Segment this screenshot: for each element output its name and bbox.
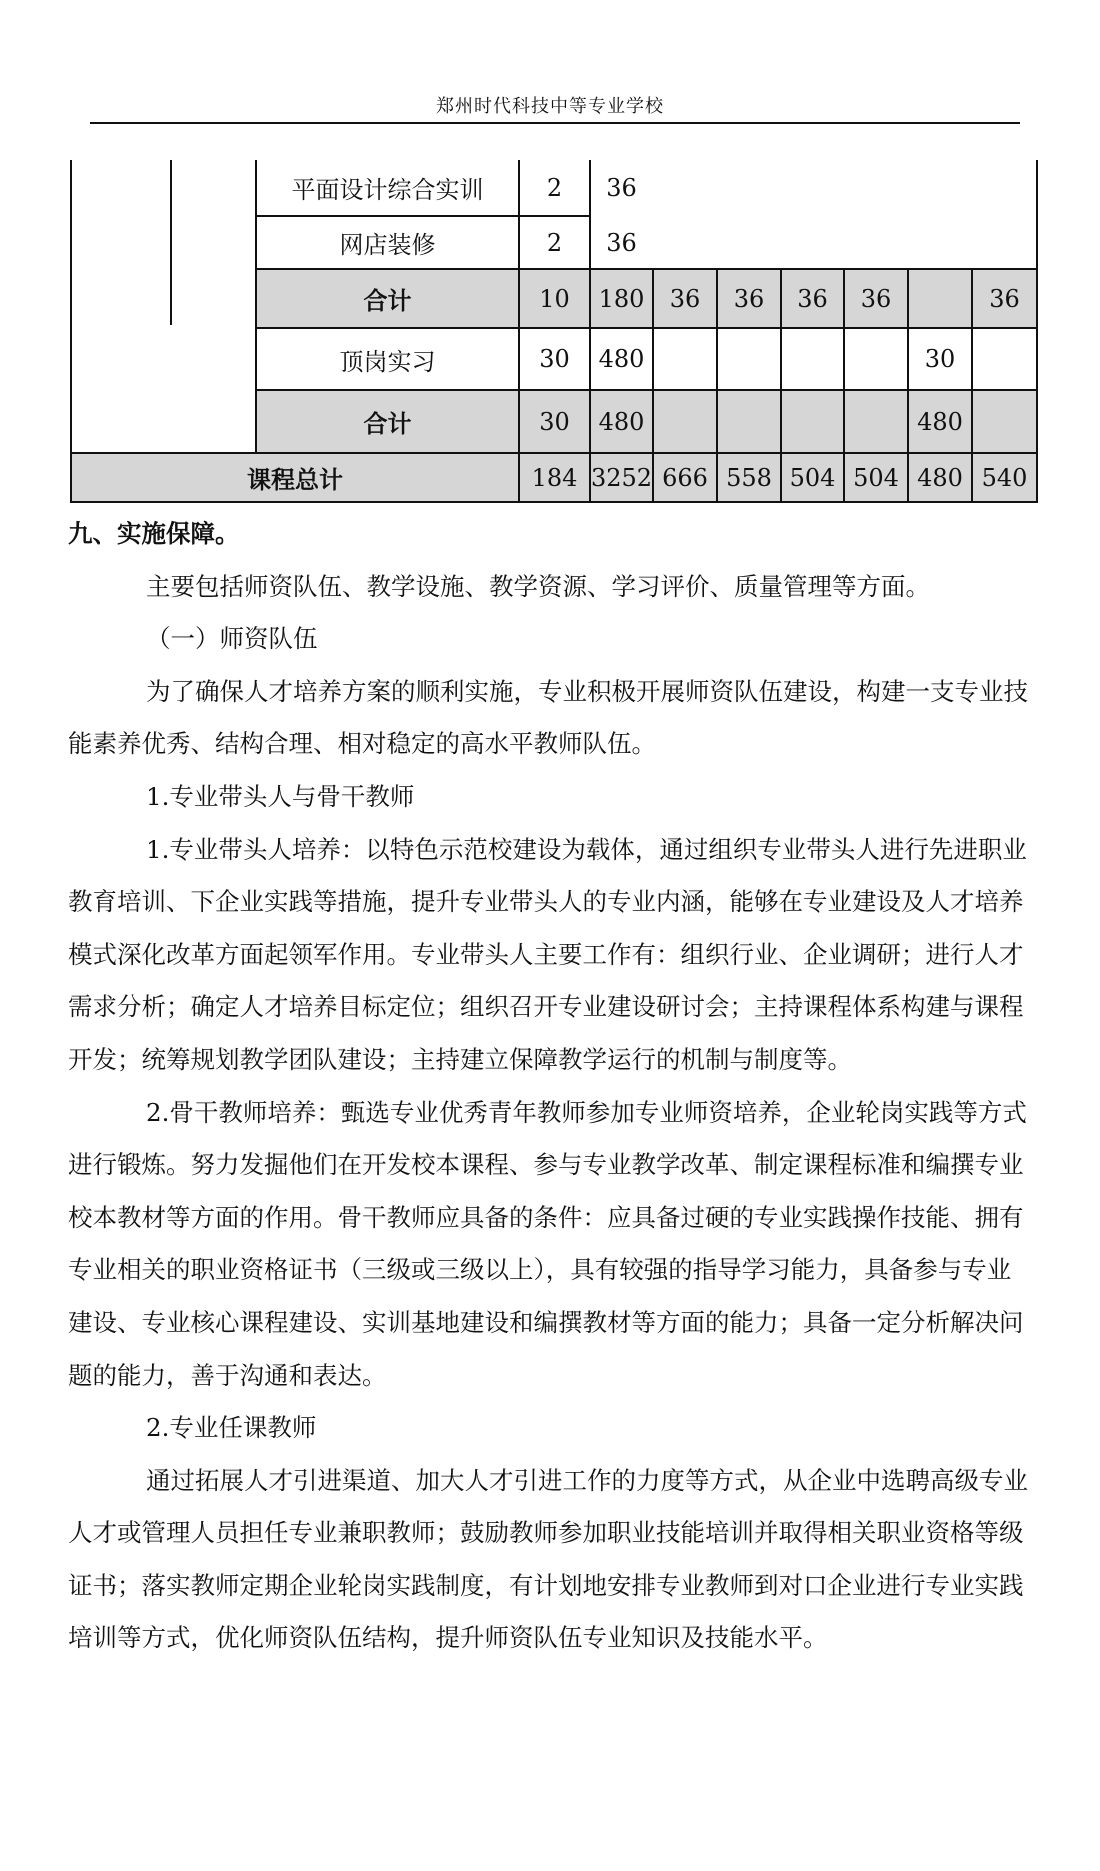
- term-hours: 558: [726, 463, 772, 492]
- total-hours: 3252: [590, 463, 653, 492]
- term-hours: [845, 329, 907, 389]
- item-heading: 1.专业带头人与骨干教师: [146, 781, 415, 811]
- total-label: 课程总计: [247, 465, 343, 494]
- term-hours: 480: [917, 463, 963, 492]
- table-line: [170, 160, 172, 325]
- course-name: 顶岗实习: [339, 347, 436, 376]
- subtotal-hours: 480: [598, 407, 645, 436]
- term-hours: 36: [669, 284, 701, 313]
- sub-heading: （一）师资队伍: [146, 624, 318, 654]
- subtotal-label: 合计: [363, 409, 412, 438]
- paragraph: 通过拓展人才引进渠道、加大人才引进工作的力度等方式，从企业中选聘高级专业人才或管理人员担任专业兼职教师；鼓励教师参加职业技能培训并取得相关职业资格等级证书；落实教师定期企业轮岗实践制度，有计划地安排专业教师到对口企业进行专业实践培训等方式，优化师资队伍结构，提升师资队伍专业知识及技能水平。: [68, 1465, 1028, 1653]
- term-hours: [718, 391, 780, 452]
- section-heading: 九、实施保障。: [68, 519, 240, 548]
- subtotal-credits: 30: [539, 407, 570, 436]
- paragraph: 为了确保人才培养方案的顺利实施，专业积极开展师资队伍建设，构建一支专业技能素养优秀、结构合理、相对稳定的高水平教师队伍。: [68, 676, 1028, 759]
- term-hours: [782, 391, 843, 452]
- term-hours: 504: [853, 463, 899, 492]
- course-hours: 36: [606, 228, 637, 257]
- course-hours: 480: [598, 345, 645, 373]
- course-name: 平面设计综合实训: [291, 176, 484, 204]
- course-credits: 2: [546, 228, 563, 257]
- term-hours: [973, 329, 1036, 389]
- term-hours: 30: [924, 345, 956, 373]
- total-credits: 184: [531, 463, 578, 492]
- term-hours: [782, 329, 843, 389]
- course-credits: 30: [539, 345, 570, 373]
- term-hours: [654, 329, 716, 389]
- header-rule: [90, 122, 1020, 124]
- term-hours: 36: [733, 284, 765, 313]
- paragraph: 2.骨干教师培养：甄选专业优秀青年教师参加专业师资培养，企业轮岗实践等方式进行锻炼。努力发掘他们在开发校本课程、参与专业教学改革、制定课程标准和编撰专业校本教材等方面的作用。骨干教师应具备的条件：应具备过硬的专业实践操作技能、拥有专业相关的职业资格证书（三级或三级以上），具有较强的指导学习能力，具备参与专业建设、专业核心课程建设、实训基地建设和编撰教材等方面的能力；具备一定分析解决问题的能力，善于沟通和表达。: [68, 1097, 1027, 1390]
- paragraph: 1.专业带头人培养：以特色示范校建设为载体，通过组织专业带头人进行先进职业教育培训、下企业实践等措施，提升专业带头人的专业内涵，能够在专业建设及人才培养模式深化改革方面起领军作用。专业带头人主要工作有：组织行业、企业调研；进行人才需求分析；确定人才培养目标定位；组织召开专业建设研讨会；主持课程体系构建与课程开发；统筹规划教学团队建设；主持建立保障教学运行的机制与制度等。: [68, 834, 1027, 1074]
- intro-paragraph: 主要包括师资队伍、教学设施、教学资源、学习评价、质量管理等方面。: [146, 571, 930, 601]
- term-hours: [845, 391, 907, 452]
- course-name: 网店装修: [339, 231, 436, 259]
- subtotal-credits: 10: [539, 284, 570, 313]
- item-heading: 2.专业任课教师: [146, 1413, 317, 1443]
- course-hours: 36: [606, 173, 637, 202]
- term-hours: 36: [860, 284, 892, 313]
- subtotal-label: 合计: [363, 286, 412, 315]
- term-hours: 504: [789, 463, 836, 492]
- term-hours: 480: [917, 407, 963, 436]
- term-hours: 36: [797, 284, 828, 313]
- school-name: 郑州时代科技中等专业学校: [436, 96, 664, 117]
- term-hours: 666: [662, 463, 708, 492]
- table-line: [70, 501, 1037, 503]
- term-hours: [973, 391, 1036, 452]
- term-hours: [718, 329, 780, 389]
- course-credits: 2: [546, 173, 563, 202]
- term-hours: [654, 391, 716, 452]
- document-body: [68, 508, 1028, 1665]
- term-hours: 540: [981, 463, 1028, 492]
- subtotal-hours: 180: [598, 284, 645, 313]
- term-hours: [909, 270, 971, 327]
- term-hours: 36: [989, 284, 1020, 313]
